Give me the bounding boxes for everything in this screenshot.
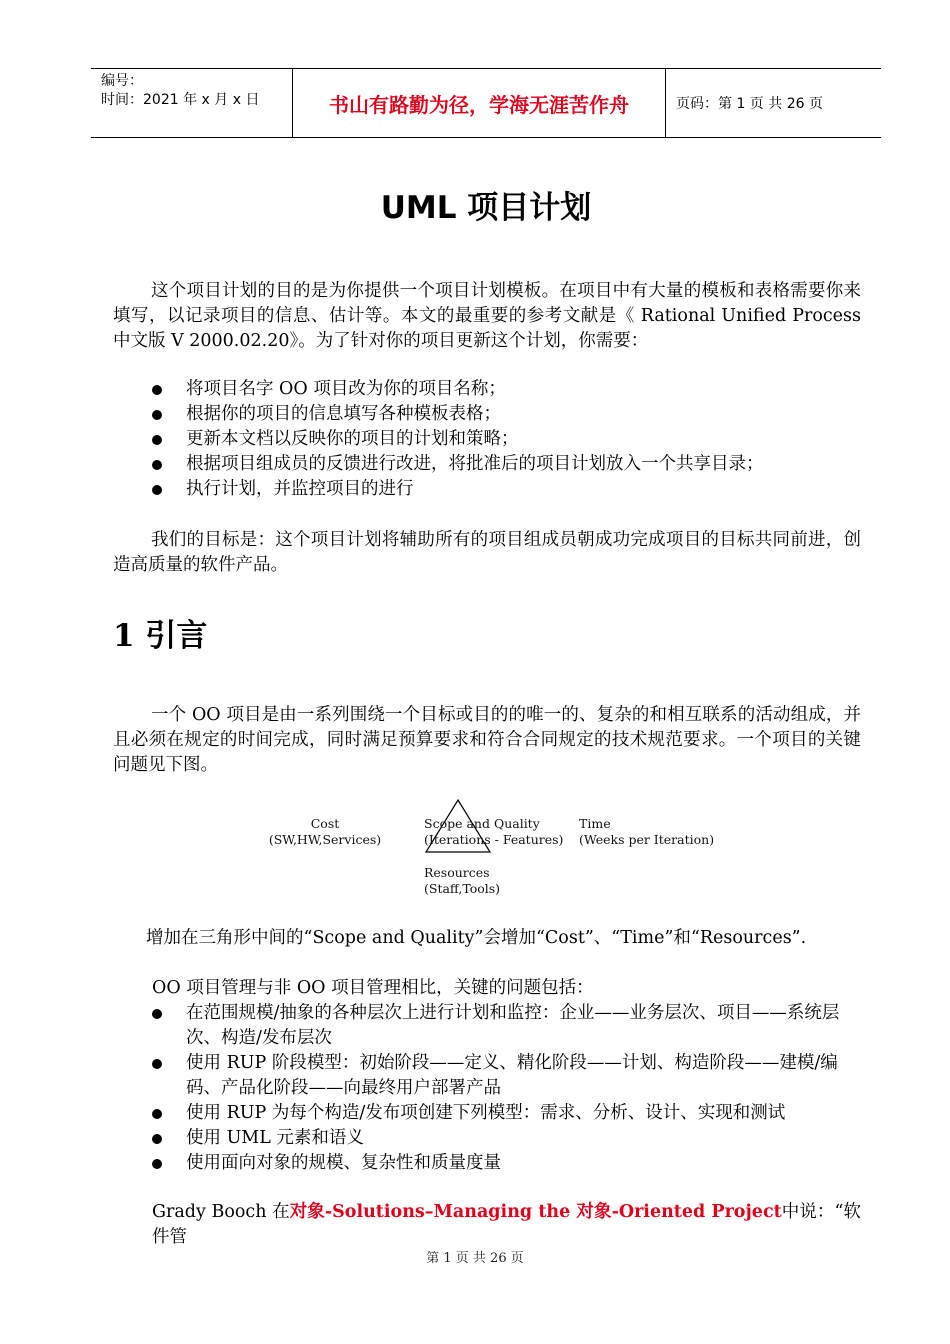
list-item: 根据你的项目的信息填写各种模板表格； [152, 402, 862, 427]
booch-quote-line: Grady Booch 在对象-Solutions–Managing the 对象-Oriented Project中说：“软件管 [152, 1202, 861, 1247]
list-item: 将项目名字 OO 项目改为你的项目名称； [152, 377, 862, 402]
document-title: UML 项目计划 [380, 190, 592, 226]
list-item: 使用 RUP 为每个构造/发布项创建下列模型：需求、分析、设计、实现和测试 [152, 1101, 862, 1126]
serial-label: 编号： [101, 73, 143, 89]
time-label: Time (Weeks per Iteration) [579, 816, 715, 847]
bullet-icon [152, 385, 162, 395]
intro-paragraph: 这个项目计划的目的是为你提供一个项目计划模板。在项目中有大量的模板和表格需要你来填写，以记录项目的信息、估计等。本文的最重要的参考文献是《 Rational Unified Process 中文版 V 2000.02.20》。为了针对你的项目更新这个计划，你需要： [113, 281, 861, 351]
cost-label: Cost (SW,HW,Services) [268, 816, 382, 847]
section-heading: 1 引言 [113, 618, 208, 654]
header-meta [91, 69, 292, 137]
list-item: 执行计划，并监控项目的进行 [152, 477, 862, 502]
bullet-icon [152, 1134, 162, 1144]
list-item: 使用 UML 元素和语义 [152, 1126, 862, 1151]
compare-intro: OO 项目管理与非 OO 项目管理相比，关键的问题包括： [152, 978, 594, 998]
reference-title: 对象-Solutions–Managing the 对象-Oriented Project [289, 1202, 782, 1222]
list-item: 使用 RUP 阶段模型：初始阶段——定义、精化阶段——计划、构造阶段——建模/编码、产品化阶段——向最终用户部署产品 [152, 1051, 862, 1101]
section1-bullet-list [152, 1001, 862, 1176]
section1-paragraph: 一个 OO 项目是由一系列围绕一个目标或目的的唯一的、复杂的和相互联系的活动组成，并且必须在规定的时间完成，同时满足预算要求和符合合同规定的技术规范要求。一个项目的关键问题见下图。 [113, 705, 861, 775]
intro-bullet-list [152, 377, 862, 502]
bullet-icon [152, 1059, 162, 1069]
goal-paragraph: 我们的目标是：这个项目计划将辅助所有的项目组成员朝成功完成项目的目标共同前进，创造高质量的软件产品。 [113, 530, 861, 575]
scope-label: Scope and Quality (Iterations - Features) [424, 816, 564, 847]
page-footer: 第 1 页 共 26 页 [426, 1251, 524, 1266]
list-item: 在范围规模/抽象的各种层次上进行计划和监控：企业——业务层次、项目——系统层次、构造/发布层次 [152, 1001, 862, 1051]
bullet-icon [152, 460, 162, 470]
time-label: 时间：2021 年 x 月 x 日 [101, 92, 260, 108]
header-page-info: 页码：第 1 页 共 26 页 [676, 96, 823, 112]
bullet-icon [152, 1009, 162, 1019]
bullet-icon [152, 1109, 162, 1119]
bullet-icon [152, 1159, 162, 1169]
bullet-icon [152, 485, 162, 495]
list-item: 使用面向对象的规模、复杂性和质量度量 [152, 1151, 862, 1176]
page-header [91, 68, 881, 138]
bullet-icon [152, 435, 162, 445]
resources-label: Resources (Staff,Tools) [424, 865, 501, 896]
figure-note: 增加在三角形中间的“Scope and Quality”会增加“Cost”、“Time”和“Resources”. [146, 928, 807, 948]
list-item: 根据项目组成员的反馈进行改进，将批准后的项目计划放入一个共享目录； [152, 452, 862, 477]
bullet-icon [152, 410, 162, 420]
header-motto: 书山有路勤为径，学海无涯苦作舟 [292, 69, 666, 137]
list-item: 更新本文档以反映你的项目的计划和策略； [152, 427, 862, 452]
